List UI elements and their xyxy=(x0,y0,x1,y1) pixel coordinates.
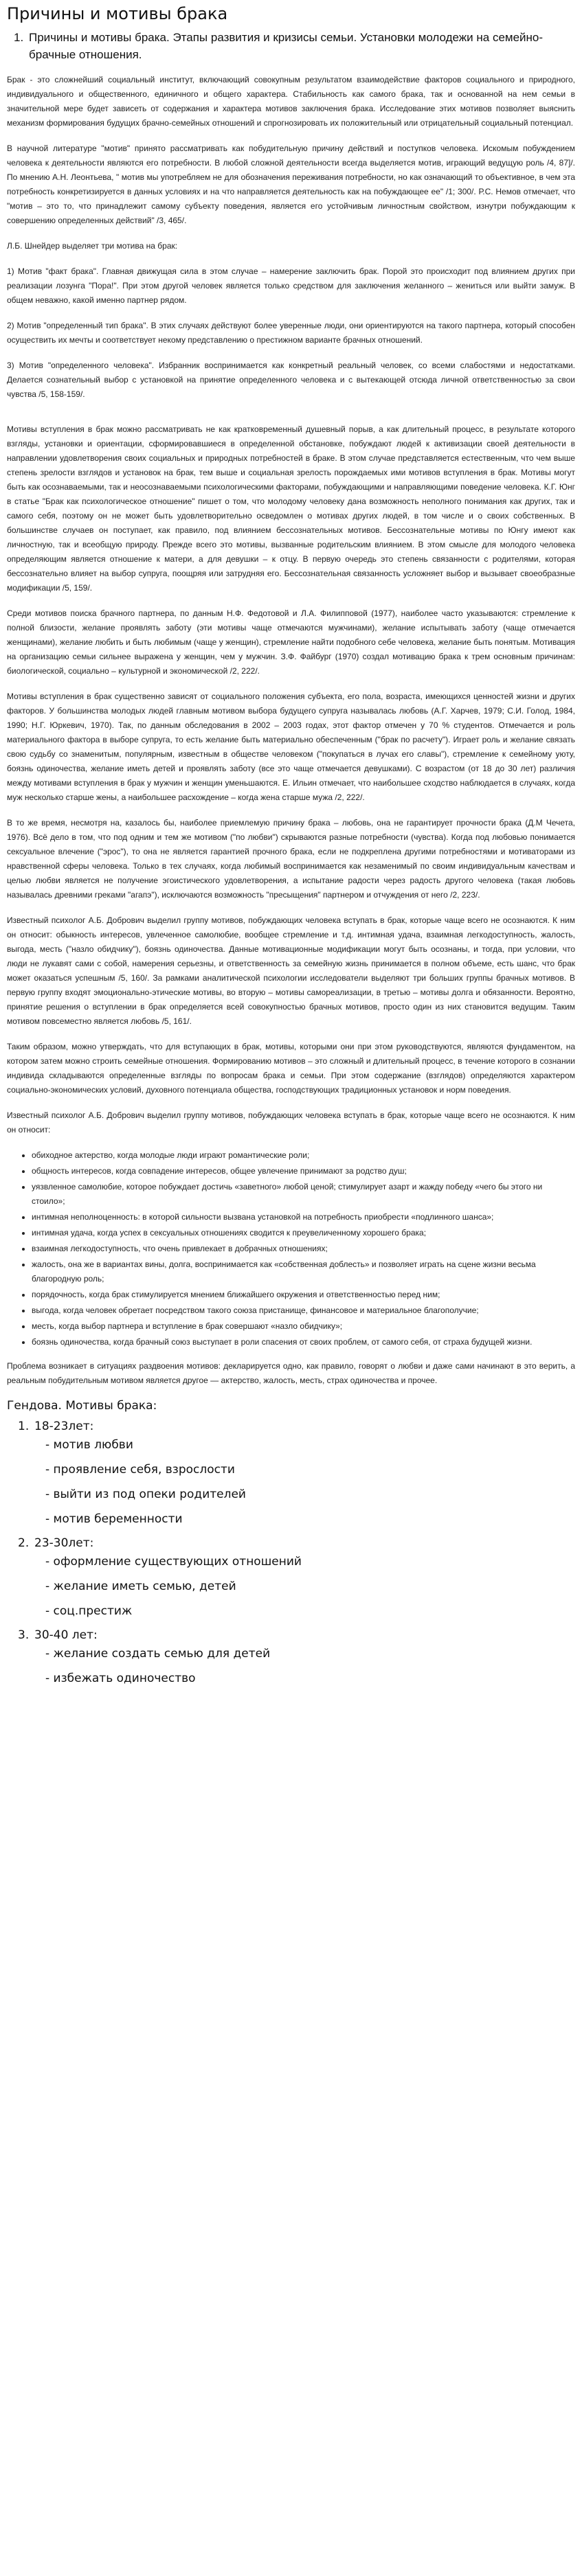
list-item: • взаимная легкодоступность, что очень привлекает в добрачных отношениях; xyxy=(32,1242,575,1256)
age-group-item: - соц.престиж xyxy=(45,1604,133,1618)
paragraph: В то же время, несмотря на, казалось бы, наиболее приемлемую причину брака – любовь, она не гарантирует прочности брака (Д.М Чечета, 1976). Всё дело в том, что под одним и тем же мотивом ("по любви") скрываются разные потребности (чувства). Когда под любовью понимается сексуальное влечение ("эрос"), то она не является гарантией прочного брака, если не подкреплена другими потребностями и мотиваторами из нравственной сферы человека. Только в тех случаях, когда любимый воспринимается как незаменимый по своим индивидуальным качествам и целью любви является не получение эгоистического удовлетворения, а испытание радости через радость другого человека (такая любовь называлась древними греками "агапэ"), исключаются возможность "пресыщения" партнером и отчуждения от него /2, 223/. xyxy=(7,818,575,900)
age-group-number: 3. xyxy=(18,1628,30,1642)
age-group-item: - желание создать семью для детей xyxy=(45,1647,271,1661)
paragraph: Л.Б. Шнейдер выделяет три мотива на брак: xyxy=(7,241,178,251)
list-item: • месть, когда выбор партнера и вступление в брак совершают «назло обидчику»; xyxy=(32,1319,575,1334)
section-heading-text: Причины и мотивы брака. Этапы развития и кризисы семьи. Установки молодежи на семейно-брачные отношения. xyxy=(29,31,544,61)
age-motive-list xyxy=(7,1420,575,1686)
age-group-item: - проявление себя, взрослости xyxy=(45,1463,235,1477)
age-group-head xyxy=(18,1536,575,1550)
paragraph: Известный психолог А.Б. Добрович выделил группу мотивов, побуждающих человека вступать в брак, которые чаще всего не осознаются. К ним он относит: обыкность интересов, увлеченное самолюбие, вообщее стремление и т.д. интимная удача, взаимная легкодоступность, жалость, выгода, месть ("назло обидчику"), боязнь одиночества. Данные мотивационные модификации могут быть осознаны, и тогда, при условии, что люди не лукавят сами с собой, намерения серьезны, и ответственность за семейную жизнь принимается в полном объеме, есть шанс, что брак может оказаться успешным /5, 160/. За рамками аналитической психологии исследователи выделяют три больших группы брачных мотивов. В первую группу входят эмоционально-этические мотивы, во вторую – мотивы самореализации, в третью – мотивы долга и обязанности. Вероятно, принятие решения о вступлении в брак определяется всей совокупностью брачных мотивов, просто один из них становится ведущим. Таким мотивом повсеместно является любовь /5, 161/. xyxy=(7,915,575,1026)
gender-motives-title: Гендова. Мотивы брака: xyxy=(7,1399,157,1413)
list-item: • порядочность, когда брак стимулируется мнением ближайшего окружения и ответственностью перед ним; xyxy=(32,1288,575,1302)
age-group xyxy=(18,1536,575,1619)
paragraph: Таким образом, можно утверждать, что для вступающих в брак, мотивы, которыми они при этом руководствуются, являются фундаментом, на котором затем можно строить семейные отношения. Формированию мотивов – это сложный и длительный процесс, в течение которого в сознании индивида складываются определенные взгляды по вопросам брака и семьи. При этом содержание (взглядов) определяются характером социально-экономических условий, духовного потенциала общества, господствующих традиционных установок и норм поведения. xyxy=(7,1042,575,1095)
list-item: • интимная удача, когда успех в сексуальных отношениях сводится к преувеличенному хорошего брака; xyxy=(32,1226,575,1240)
age-group-item: - желание иметь семью, детей xyxy=(45,1580,236,1593)
problem-paragraph: Проблема возникает в ситуациях раздвоения мотивов: декларируется одно, как правило, говорят о любви и даже сами начинают в это верить, а реальным побудительным мотивом является другое — актерство, жалость, месть, страх одиночества и прочее. xyxy=(7,1361,575,1385)
age-group-number: 2. xyxy=(18,1536,30,1550)
paragraph: 3) Мотив "определенного человека". Избранник воспринимается как конкретный реальный человек, со всеми слабостями и недостатками. Делается сознательный выбор с установкой на принятие определенного человека и с вытекающей отсюда личной ответственностью за свои чувства /5, 158-159/. xyxy=(7,361,575,399)
list-item: • уязвленное самолюбие, которое побуждает достичь «заветного» любой ценой; стимулирует азарт и жажду победу «чего бы этого ни стоило»; xyxy=(32,1180,575,1209)
age-group-head xyxy=(18,1628,575,1642)
list-item: • общность интересов, когда совпадение интересов, общее увлечение принимают за родство душ; xyxy=(32,1164,575,1178)
list-item: • выгода, когда человек обретает посредством такого союза пристанище, финансовое и материальное благополучие; xyxy=(32,1303,575,1318)
page-title: Причины и мотивы брака xyxy=(7,4,228,23)
age-group-number: 1. xyxy=(18,1420,30,1433)
dobrovich-intro: Известный психолог А.Б. Добрович выделил группу мотивов, побуждающих человека вступать в брак, которые чаще всего не осознаются. К ним он относит: xyxy=(7,1110,575,1135)
paragraph: Среди мотивов поиска брачного партнера, по данным Н.Ф. Федотовой и Л.А. Филипповой (1977), наиболее часто указываются: стремление к полной близости, желание проявлять заботу (эти мотивы чаще отмечаются мужчинами), желание испытывать заботу (чаще отмечается женщинами), желание любить и быть любимым (чаще у женщин), стремление найти подобного себе человека, желание быть понятым. Мотивация на организацию семьи сильнее выражена у женщин, чем у мужчин. З.Ф. Файбург (1970) создал мотивацию брака к трем основным причинам: биологической, социально – культурной и экономической /2, 222/. xyxy=(7,608,575,676)
age-group-label: 23-30лет: xyxy=(34,1536,94,1550)
age-group-item: - мотив беременности xyxy=(45,1512,183,1526)
paragraph: В научной литературе "мотив" принято рассматривать как побудительную причину действий и поступков человека. Искомым побуждением человека к деятельности являются его потребности. В любой сложной деятельности всегда выделяется мотив, играющий ведущую роль /4, 87]/. По мнению А.Н. Леонтьева, " мотив мы употребляем не для обозначения переживания потребности, но как означающий то объективное, в чем эта потребность конкретизируется в данных условиях и на что направляется деятельность как на побуждающее ее" /1; 300/. Р.С. Немов отмечает, что "мотив – это то, что принадлежит самому субъекту поведения, является его устойчивым личностным свойством, изнутри побуждающим к совершению определенных действий" /3, 465/. xyxy=(7,144,575,225)
paragraph: Мотивы вступления в брак существенно зависят от социального положения субъекта, его пола, возраста, имеющихся ценностей жизни и других факторов. У большинства молодых людей главным мотивом выбора будущего супруга называлась любовь (А.Г. Харчев, 1979; С.И. Голод, 1984, 1990; Н.Г. Юркевич, 1970). Так, по данным обследования в 2002 – 2003 годах, этот фактор отмечен у 70 % студентов. Отмечается и роль материального фактора в выборе супруга, то есть желание быть материально обеспеченным ("брак по расчету"). Играет роль и желание связать свою судьбу со знаменитым, популярным, известным в обществе человеком ("покупаться в лучах его славы"), стремление к семейному уюту, боязнь одиночества, желание иметь детей и проявлять заботу (все это чаще отмечается девушками). С возрастом (от 18 до 30 лет) различия между мотивами вступления в брак у мужчин и женщин уменьшаются. Е. Ильин отмечает, что наибольшее сходство наблюдается в случаях, когда муж несколько старше жены, а наибольшее расхождение – когда жена старше мужа /2, 222/. xyxy=(7,692,575,802)
paragraph: 1) Мотив "факт брака". Главная движущая сила в этом случае – намерение заключить брак. Порой это происходит под влиянием других при реализации лозунга "Пора!". При этом другой человек является только средством для заключения желанного – жениться или выйти замуж. В общем неважно, какой именно партнер рядом. xyxy=(7,266,575,305)
age-group-item: - оформление существующих отношений xyxy=(45,1555,302,1569)
paragraph: 2) Мотив "определенный тип брака". В этих случаях действуют более уверенные люди, они ориентируются на такого партнера, который способен осуществить их мечты и соответствует некому представлению о престижном варианте брачных отношений. xyxy=(7,321,575,345)
age-group-label: 18-23лет: xyxy=(34,1420,94,1433)
section-heading xyxy=(14,29,575,63)
paragraph: Брак - это сложнейший социальный институт, включающий совокупным результатом взаимодействие факторов социального и природного, индивидуального и общественного, единичного и общего характера. Стабильность как самого брака, так и основанной на нем семьи в значительной мере будет зависеть от содержания и характера мотивов заключения брака. Исследование этих мотивов позволяет выяснить механизм формирования будущих брачно-семейных отношений и спрогнозировать их положительный или отрицательный социальный потенциал. xyxy=(7,75,575,128)
age-group-item: - избежать одиночество xyxy=(45,1672,196,1685)
age-group xyxy=(18,1628,575,1686)
age-group-item: - мотив любви xyxy=(45,1438,133,1452)
list-item: • обиходное актерство, когда молодые люди играют романтические роли; xyxy=(32,1148,575,1163)
body-text xyxy=(7,73,575,1097)
section-number: 1. xyxy=(14,31,24,44)
age-group-head xyxy=(18,1420,575,1433)
list-item: • интимная неполноценность: в которой сильности вызвана установкой на потребность приобрести «подлинного шанса»; xyxy=(32,1210,575,1224)
list-item: • жалость, она же в вариантах вины, долга, воспринимается как «собственная доблесть» и позволяет играть на сцене жизни весьма благородную роль; xyxy=(32,1257,575,1286)
age-group-item: - выйти из под опеки родителей xyxy=(45,1488,246,1501)
dobrovich-motive-list xyxy=(7,1148,575,1349)
age-group-label: 30-40 лет: xyxy=(34,1628,98,1642)
paragraph: Мотивы вступления в брак можно рассматривать не как кратковременный душевный порыв, а как длительный процесс, в результате которого взгляды, установки и ориентации, сформировавшиеся в определенной обстановке, побуждают людей к активизации своей деятельности в направлении удовлетворения своих социальных и природных потребностей в браке. В этом случае представляется естественным, что чем выше степень зрелости взглядов и установок на брак, тем выше и социальная зрелость порождаемых ими мотивов вступления в брак. Мотивы могут быть как осознаваемыми, так и неосознаваемыми психологическими факторами, побуждающими и направляющими поведение человека. К.Г. Юнг в статье "Брак как психологическое отношение" пишет о том, что молодому человеку дана возможность неполного понимания как других, так и самого себя, поэтому он не может быть удовлетворительно осведомлен о мотивах других людей, в том числе и о своих собственных. В большинстве случаев он поступает, как правило, под влиянием бессознательных мотивов. Бессознательные мотивы по Юнгу имеют как личностную, так и всеобщую природу. Прежде всего это мотивы, вызванные родительским влиянием. В этом смысле для молодого человека определяющим является отношение к матери, а для девушки – к отцу. В первую очередь это степень связанности с родителями, которая бессознательно влияет на выбор супруга, поощряя или затрудняя его. Бессознательная связанность усложняет выбор и вызывает своеобразные модификации /5, 159/. xyxy=(7,424,575,593)
list-item: • боязнь одиночества, когда брачный союз выступает в роли спасения от своих проблем, от самого себя, от страха будущей жизни. xyxy=(32,1335,575,1349)
age-group xyxy=(18,1420,575,1527)
